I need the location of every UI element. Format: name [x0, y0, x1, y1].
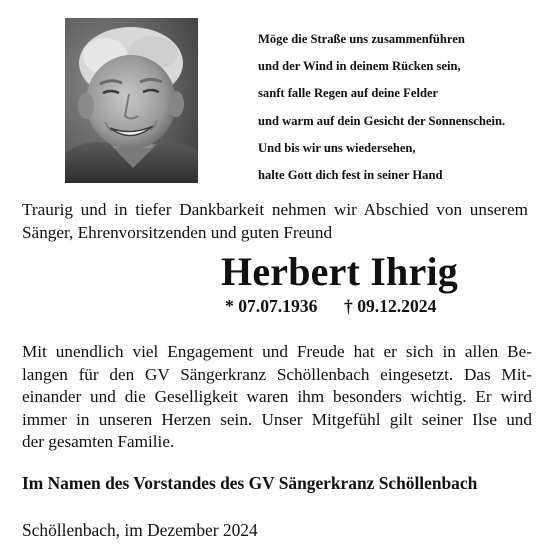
deceased-name: Herbert Ihrig [221, 249, 458, 294]
place-date: Schöllenbach, im Dezember 2024 [22, 520, 258, 540]
death-date: † 09.12.2024 [344, 296, 437, 316]
signature-line: Im Namen des Vorstandes des GV Sängerkranz Schöllenbach [22, 473, 478, 493]
portrait-photo [65, 18, 198, 183]
poem-verse [258, 33, 538, 196]
poem-line: Möge die Straße uns zusammenführen [258, 32, 465, 46]
poem-line: und warm auf dein Gesicht der Sonnenschein. [258, 113, 506, 128]
tribute-text [22, 341, 532, 454]
tribute-line: einander und die Geselligkeit waren ihm besonders wichtig. Er wird [22, 387, 532, 407]
poem-line: sanft falle Regen auf deine Felder [258, 86, 439, 101]
tribute-line: der gesamten Familie. [22, 432, 175, 452]
tribute-line: Mit unendlich viel Engagement und Freude hat er sich in allen Be- [22, 342, 532, 361]
tribute-line: immer in unseren Herzen sein. Unser Mitgefühl gilt seiner Ilse und [22, 409, 532, 429]
tribute-line: langen für den GV Sängerkranz Schöllenbach eingesetzt. Das Mit- [22, 364, 532, 384]
poem-line: Und bis wir uns wiedersehen, [258, 140, 416, 155]
poem-line: und der Wind in deinem Rücken sein, [258, 59, 461, 74]
birth-date: * 07.07.1936 [225, 296, 318, 316]
intro-text: Traurig und in tiefer Dankbarkeit nehmen wir Abschied von unserem Sänger, Ehrenvorsitzenden und guten Freund [22, 200, 528, 242]
poem-line: halte Gott dich fest in seiner Hand [258, 167, 443, 182]
